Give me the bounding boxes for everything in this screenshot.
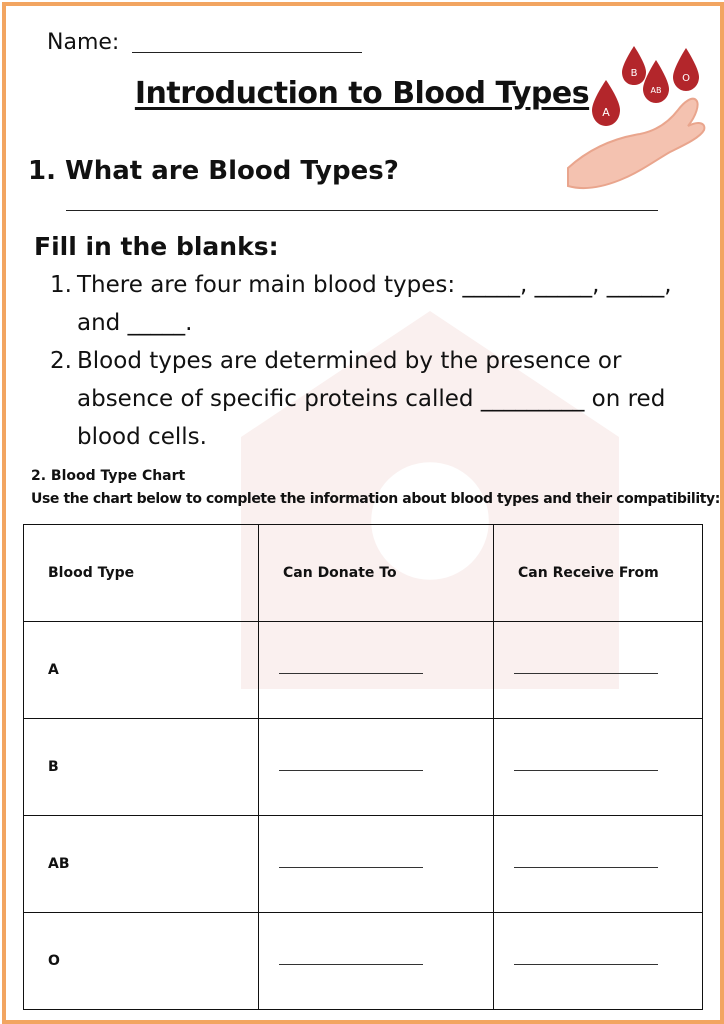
fill-blanks-list (50, 266, 690, 456)
answer-line[interactable] (66, 210, 658, 211)
name-field[interactable] (132, 52, 362, 53)
blood-drop-hand-illustration (560, 38, 710, 198)
svg-text:A: A (602, 106, 610, 119)
table-header-row (24, 525, 703, 622)
table-row (24, 913, 703, 1010)
blood-type-cell: A (24, 622, 259, 719)
section1-heading: 1. What are Blood Types? (28, 156, 399, 186)
chart-instructions: Use the chart below to complete the information about blood types and their compatibility: (31, 491, 720, 507)
svg-text:B: B (630, 68, 638, 79)
blank-line[interactable] (279, 673, 423, 674)
blank-line[interactable] (279, 770, 423, 771)
blood-type-cell: AB (24, 816, 259, 913)
list-item (50, 342, 690, 456)
blank-line[interactable] (514, 673, 658, 674)
blank-line[interactable] (514, 964, 658, 965)
receive-from-cell[interactable] (494, 622, 703, 719)
hand-shape (568, 99, 704, 188)
name-label: Name: (47, 30, 120, 55)
page-title: Introduction to Blood Types (134, 76, 590, 111)
donate-to-cell[interactable] (259, 913, 494, 1010)
item-number: 2. (50, 348, 72, 374)
list-item (50, 266, 690, 342)
receive-from-cell[interactable] (494, 816, 703, 913)
blank-line[interactable] (514, 770, 658, 771)
blank-line[interactable] (514, 867, 658, 868)
item-text: There are four main blood types: _____, _____, _____, and _____. (77, 272, 672, 336)
blank-line[interactable] (279, 867, 423, 868)
blood-type-cell: O (24, 913, 259, 1010)
item-number: 1. (50, 272, 72, 298)
blood-type-cell: B (24, 719, 259, 816)
column-header: Blood Type (24, 525, 259, 622)
receive-from-cell[interactable] (494, 913, 703, 1010)
donate-to-cell[interactable] (259, 719, 494, 816)
donate-to-cell[interactable] (259, 816, 494, 913)
table-row (24, 816, 703, 913)
table-row (24, 719, 703, 816)
svg-text:AB: AB (650, 86, 662, 95)
donate-to-cell[interactable] (259, 622, 494, 719)
svg-text:O: O (682, 73, 690, 84)
table-row (24, 622, 703, 719)
blank-line[interactable] (279, 964, 423, 965)
column-header: Can Receive From (494, 525, 703, 622)
section2-heading: 2. Blood Type Chart (31, 468, 186, 484)
fill-blanks-heading: Fill in the blanks: (34, 232, 279, 261)
blood-type-table (23, 524, 703, 1010)
receive-from-cell[interactable] (494, 719, 703, 816)
column-header: Can Donate To (259, 525, 494, 622)
item-text: Blood types are determined by the presence or absence of specific proteins called _________ on red blood cells. (77, 348, 666, 450)
